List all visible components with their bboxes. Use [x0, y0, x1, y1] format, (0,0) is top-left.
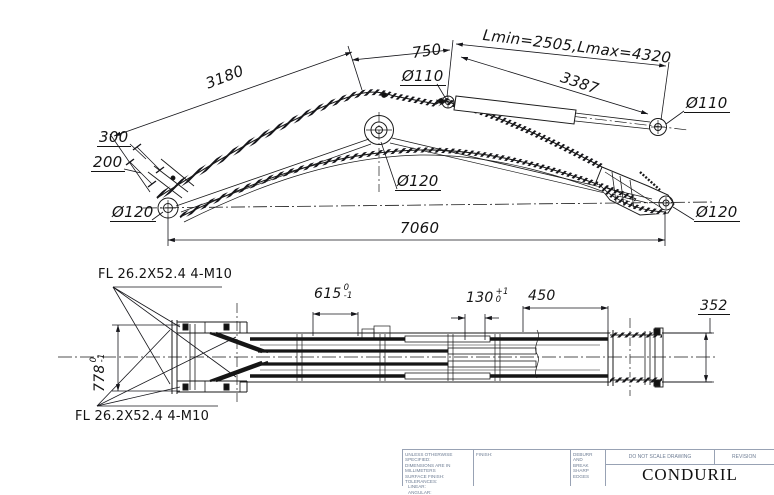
dim-615 [314, 283, 353, 302]
plan-tip-block [608, 328, 663, 387]
title-block-notes [403, 450, 474, 495]
note-line: DIMENSIONS ARE IN MILLIMETERS [405, 462, 451, 474]
title-block [402, 449, 774, 495]
revision-cell: REVISION [714, 450, 774, 465]
dim-778-tolerance [90, 353, 106, 362]
dim-778-tol-bottom: -1 [97, 353, 107, 363]
note-line: TOLERANCES: [405, 479, 438, 485]
dim-615-tolerance [344, 284, 353, 300]
dim-130-value: 130 [466, 290, 494, 306]
dim-130-tol-bottom: 0 [495, 295, 502, 305]
dim-300: 300 [99, 128, 129, 146]
dim-3387: 3387 [558, 68, 602, 98]
note-line: SURFACE FINISH: [405, 473, 445, 479]
dim-130-tol-top: +1 [495, 287, 509, 297]
top-chord-bolt [382, 93, 387, 98]
dim-lmin-lmax: Lmin=2505,Lmax=4320 [481, 26, 673, 67]
dim-130 [466, 287, 509, 306]
boom-plan-view [58, 303, 716, 402]
dim-778-tol-top: 0 [89, 356, 99, 363]
dim-778 [89, 353, 108, 392]
dia-120-right: Ø120 [696, 203, 738, 221]
company-name: CONDURIL [642, 465, 738, 484]
finish-cell: FINISH: [474, 450, 571, 486]
dim-615-value: 615 [314, 286, 342, 302]
dia-110-right: Ø110 [686, 94, 728, 112]
boom-tip-bracket [596, 167, 674, 215]
note-line: UNLESS OTHERWISE SPECIFIED: [405, 452, 453, 463]
deburr-line: EDGES [573, 473, 590, 479]
deburr-cell [571, 450, 606, 486]
dia-120-left: Ø120 [112, 203, 154, 221]
plan-view-dimensions [97, 287, 714, 406]
deburr-line: BREAK SHARP [573, 462, 589, 474]
dim-615-tol-bottom: -1 [343, 291, 353, 301]
dim-778-value: 778 [92, 364, 108, 392]
dim-7060: 7060 [400, 219, 440, 237]
title-block-right [606, 450, 774, 486]
dia-120-mid: Ø120 [397, 172, 439, 190]
deburr-line: DEBURR AND [573, 452, 593, 463]
flange-note-top: FL 26.2X52.4 4-M10 [98, 267, 233, 282]
dim-130-tolerance [496, 288, 509, 304]
dia-110-top: Ø110 [402, 67, 444, 85]
dim-352: 352 [700, 298, 728, 314]
note-line: ANGULAR: [408, 489, 432, 495]
dim-750: 750 [410, 40, 443, 62]
dim-450: 450 [528, 288, 556, 304]
dim-200: 200 [93, 153, 123, 171]
note-line: LINEAR: [408, 484, 426, 490]
dim-615-tol-top: 0 [343, 283, 350, 293]
dim-3180: 3180 [203, 61, 247, 93]
flange-note-bottom: FL 26.2X52.4 4-M10 [75, 409, 210, 424]
left-pivot-boss [158, 198, 178, 218]
boom-side-view [143, 92, 712, 222]
do-not-scale-cell: DO NOT SCALE DRAWING [606, 450, 715, 465]
arm-cylinder [436, 96, 688, 136]
